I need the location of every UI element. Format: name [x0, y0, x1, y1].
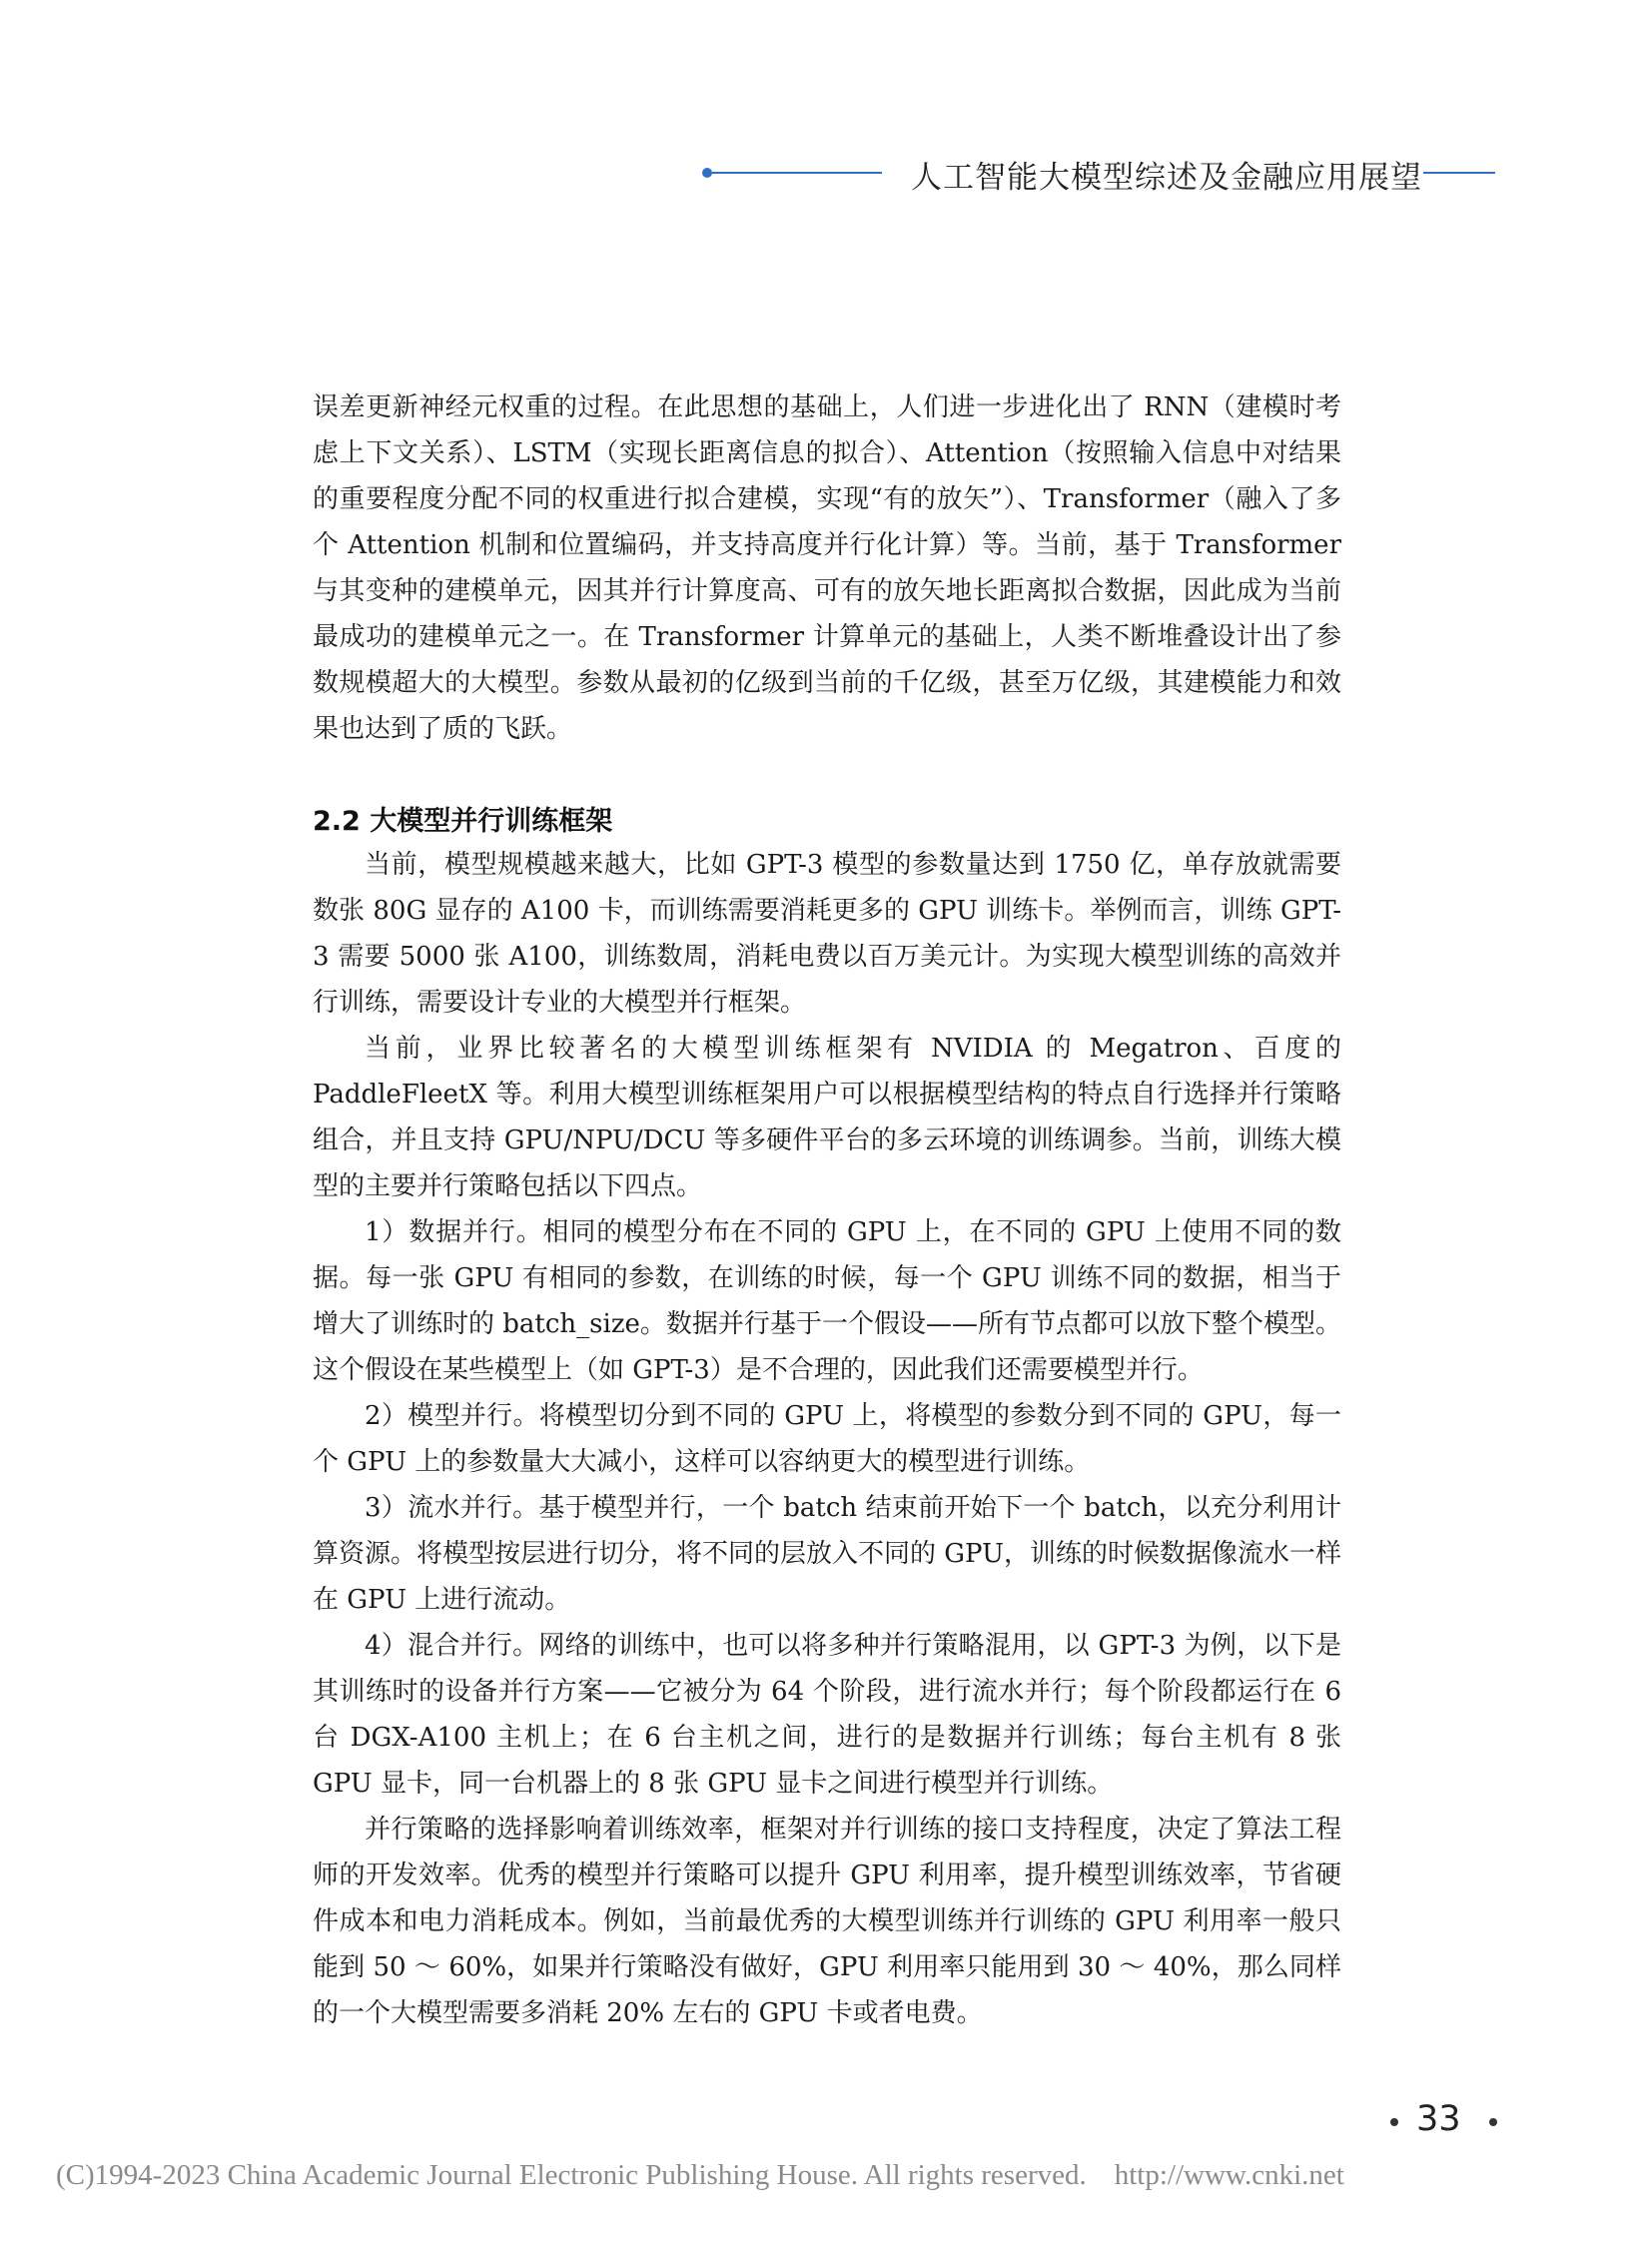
body-paragraph-2: 当前，业界比较著名的大模型训练框架有 NVIDIA 的 Megatron、百度的 PaddleFleetX 等。利用大模型训练框架用户可以根据模型结构的特点自行选择并行策略组合，并且支持 GPU/NPU/DCU 等多硬件平台的多云环境的训练调参。当前，训练大模型的主要并行策略包括以下四点。: [313, 1034, 1341, 1201]
bullet-dot-icon: [1390, 2118, 1398, 2126]
running-header: [0, 152, 1652, 196]
list-item-model-parallel: 2）模型并行。将模型切分到不同的 GPU 上，将模型的参数分到不同的 GPU，每一个 GPU 上的参数量大大减小，这样可以容纳更大的模型进行训练。: [313, 1401, 1341, 1477]
header-dot-ornament: [702, 168, 712, 178]
intro-paragraph: 误差更新神经元权重的过程。在此思想的基础上，人们进一步进化出了 RNN（建模时考虑上下文关系）、LSTM（实现长距离信息的拟合）、Attention（按照输入信息中对结果的重要程度分配不同的权重进行拟合建模，实现“有的放矢”）、Transformer（融入了多个 Attention 机制和位置编码，并支持高度并行化计算）等。当前，基于 Transformer 与其变种的建模单元，因其并行计算度高、可有的放矢地长距离拟合数据，因此成为当前最成功的建模单元之一。在 Transformer 计算单元的基础上，人类不断堆叠设计出了参数规模超大的大模型。参数从最初的亿级到当前的千亿级，甚至万亿级，其建模能力和效果也达到了质的飞跃。: [313, 392, 1341, 744]
footer-url-link[interactable]: http://www.cnki.net: [1114, 2159, 1344, 2191]
intro-block: [313, 384, 1341, 752]
list-item-pipeline-parallel: 3）流水并行。基于模型并行，一个 batch 结束前开始下一个 batch，以充分利用计算资源。将模型按层进行切分，将不同的层放入不同的 GPU，训练的时候数据像流水一样在 GPU 上进行流动。: [313, 1493, 1341, 1615]
copyright-text: (C)1994-2023 China Academic Journal Electronic Publishing House. All rights reserved.: [56, 2159, 1087, 2191]
section-body: [313, 842, 1341, 2036]
bullet-dot-icon: [1489, 2118, 1497, 2126]
list-item-data-parallel: 1）数据并行。相同的模型分布在不同的 GPU 上，在不同的 GPU 上使用不同的数据。每一张 GPU 有相同的参数，在训练的时候，每一个 GPU 训练不同的数据，相当于增大了训练时的 batch_size。数据并行基于一个假设——所有节点都可以放下整个模型。这个假设在某些模型上（如 GPT-3）是不合理的，因此我们还需要模型并行。: [313, 1217, 1341, 1385]
header-rule-left: [712, 172, 882, 174]
page-number: [1382, 2099, 1512, 2143]
journal-article-title: 人工智能大模型综述及金融应用展望: [911, 160, 1422, 196]
body-paragraph-conclusion: 并行策略的选择影响着训练效率，框架对并行训练的接口支持程度，决定了算法工程师的开发效率。优秀的模型并行策略可以提升 GPU 利用率，提升模型训练效率，节省硬件成本和电力消耗成本。例如，当前最优秀的大模型训练并行训练的 GPU 利用率一般只能到 50 ～ 60%，如果并行策略没有做好，GPU 利用率只能用到 30 ～ 40%，那么同样的一个大模型需要多消耗 20% 左右的 GPU 卡或者电费。: [313, 1815, 1341, 2028]
section-heading: 2.2 大模型并行训练框架: [313, 806, 613, 837]
header-rule-right: [1423, 172, 1495, 174]
body-paragraph-1: 当前，模型规模越来越大，比如 GPT-3 模型的参数量达到 1750 亿，单存放就需要数张 80G 显存的 A100 卡，而训练需要消耗更多的 GPU 训练卡。举例而言，训练 GPT-3 需要 5000 张 A100，训练数周，消耗电费以百万美元计。为实现大模型训练的高效并行训练，需要设计专业的大模型并行框架。: [313, 850, 1341, 1018]
page-number-text: 33: [1416, 2099, 1461, 2139]
list-item-hybrid-parallel: 4）混合并行。网络的训练中，也可以将多种并行策略混用，以 GPT-3 为例，以下是其训练时的设备并行方案——它被分为 64 个阶段，进行流水并行；每个阶段都运行在 6 台 DGX-A100 主机上；在 6 台主机之间，进行的是数据并行训练；每台主机有 8 张 GPU 显卡，同一台机器上的 8 张 GPU 显卡之间进行模型并行训练。: [313, 1631, 1341, 1799]
copyright-footer: [56, 2159, 1344, 2192]
